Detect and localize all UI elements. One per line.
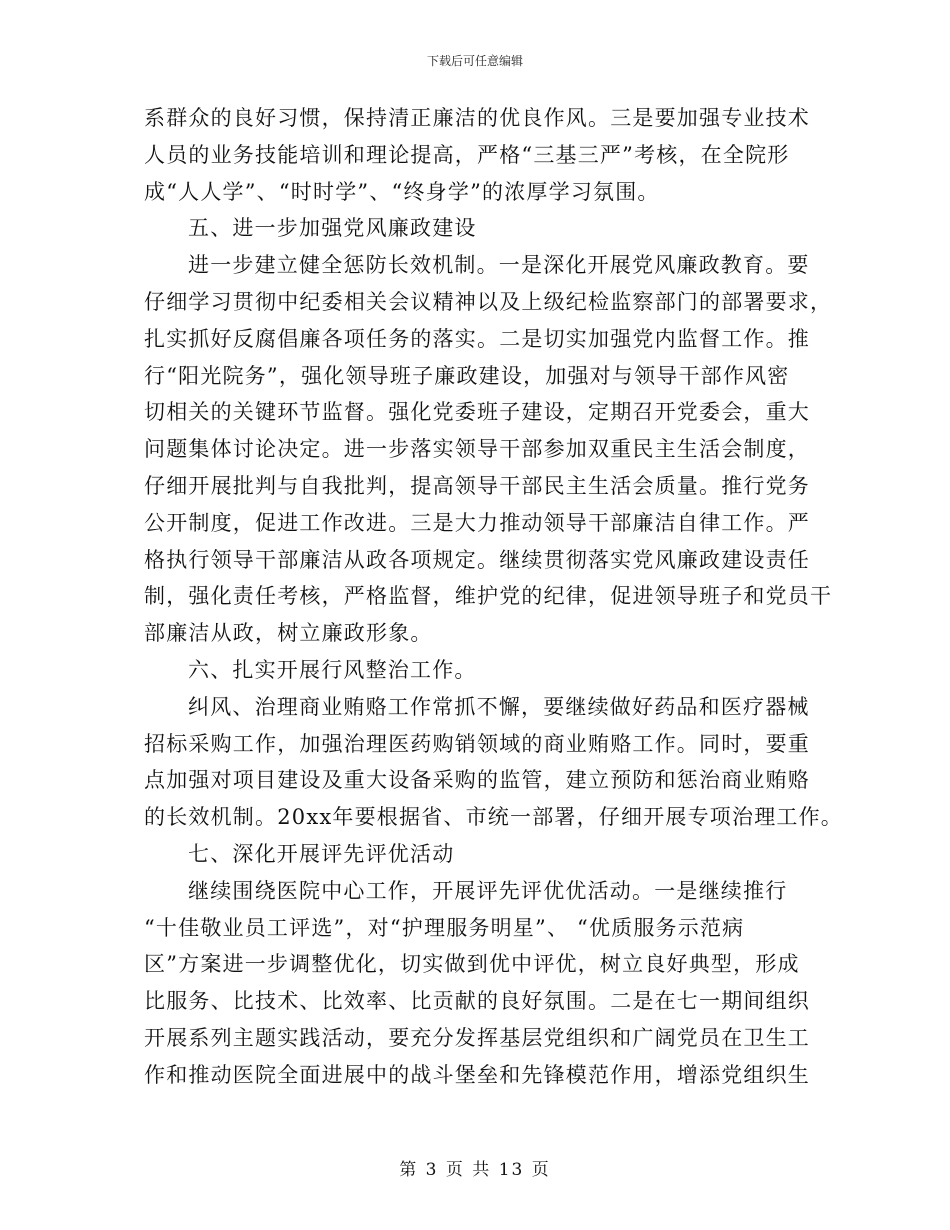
- text-line: 部廉洁从政，树立廉政形象。: [144, 621, 433, 646]
- text-line: 五、进一步加强党风廉政建设: [188, 216, 477, 241]
- text-line: 公开制度，促进工作改进。三是大力推动领导干部廉洁自律工作。严: [144, 510, 810, 535]
- text-line: “十佳敬业员工评选”，对“护理服务明星”、 “优质服务示范病: [144, 915, 745, 940]
- text-line: 仔细开展批判与自我批判，提高领导干部民主生活会质量。推行党务: [144, 473, 810, 498]
- text-line: 六、扎实开展行风整治工作。: [188, 657, 477, 682]
- text-line: 成“人人学”、“时时学”、“终身学”的浓厚学习氛围。: [144, 179, 660, 204]
- text-line: 系群众的良好习惯，保持清正廉洁的优良作风。三是要加强专业技术: [144, 106, 810, 130]
- text-line: 的长效机制。20xx年要根据省、市统一部署，仔细开展专项治理工作。: [144, 805, 844, 830]
- text-line: 切相关的关键环节监督。强化党委班子建设，定期召开党委会，重大: [144, 400, 810, 425]
- text-line: 人员的业务技能培训和理论提高，严格“三基三严”考核，在全院形: [144, 142, 790, 167]
- text-line: 点加强对项目建设及重大设备采购的监管，建立预防和惩治商业贿赂: [144, 768, 810, 793]
- text-line: 作和推动医院全面进展中的战斗堡垒和先锋模范作用，增添党组织生: [144, 1062, 810, 1087]
- text-line: 七、深化开展评先评优活动: [188, 841, 455, 866]
- page-footer: 第 3 页 共 13 页: [399, 1160, 551, 1180]
- text-line: 仔细学习贯彻中纪委相关会议精神以及上级纪检监察部门的部署要求，: [144, 289, 833, 314]
- text-line: 招标采购工作，加强治理医药购销领域的商业贿赂工作。同时，要重: [144, 731, 810, 756]
- text-line: 制，强化责任考核，严格监督，维护党的纪律，促进领导班子和党员干: [144, 584, 833, 609]
- text-line: 问题集体讨论决定。进一步落实领导干部参加双重民主生活会制度，: [144, 437, 810, 462]
- document-body: [144, 100, 844, 1094]
- text-line: 区”方案进一步调整优化，切实做到优中评优，树立良好典型，形成: [144, 952, 800, 977]
- text-line: 格执行领导干部廉洁从政各项规定。继续贯彻落实党风廉政建设责任: [144, 547, 810, 572]
- text-line: 进一步建立健全惩防长效机制。一是深化开展党风廉政教育。要: [188, 253, 810, 278]
- text-line: 纠风、治理商业贿赂工作常抓不懈，要继续做好药品和医疗器械: [188, 694, 810, 719]
- text-line: 开展系列主题实践活动，要充分发挥基层党组织和广阔党员在卫生工: [144, 1025, 810, 1050]
- text-line: 行“阳光院务”，强化领导班子廉政建设，加强对与领导干部作风密: [144, 363, 790, 388]
- text-line: 比服务、比技术、比效率、比贡献的良好氛围。二是在七一期间组织: [144, 989, 810, 1014]
- text-line: 继续围绕医院中心工作，开展评先评优优活动。一是继续推行: [188, 878, 788, 903]
- page-header: 下载后可任意编辑: [426, 54, 523, 68]
- text-line: 扎实抓好反腐倡廉各项任务的落实。二是切实加强党内监督工作。推: [144, 326, 810, 351]
